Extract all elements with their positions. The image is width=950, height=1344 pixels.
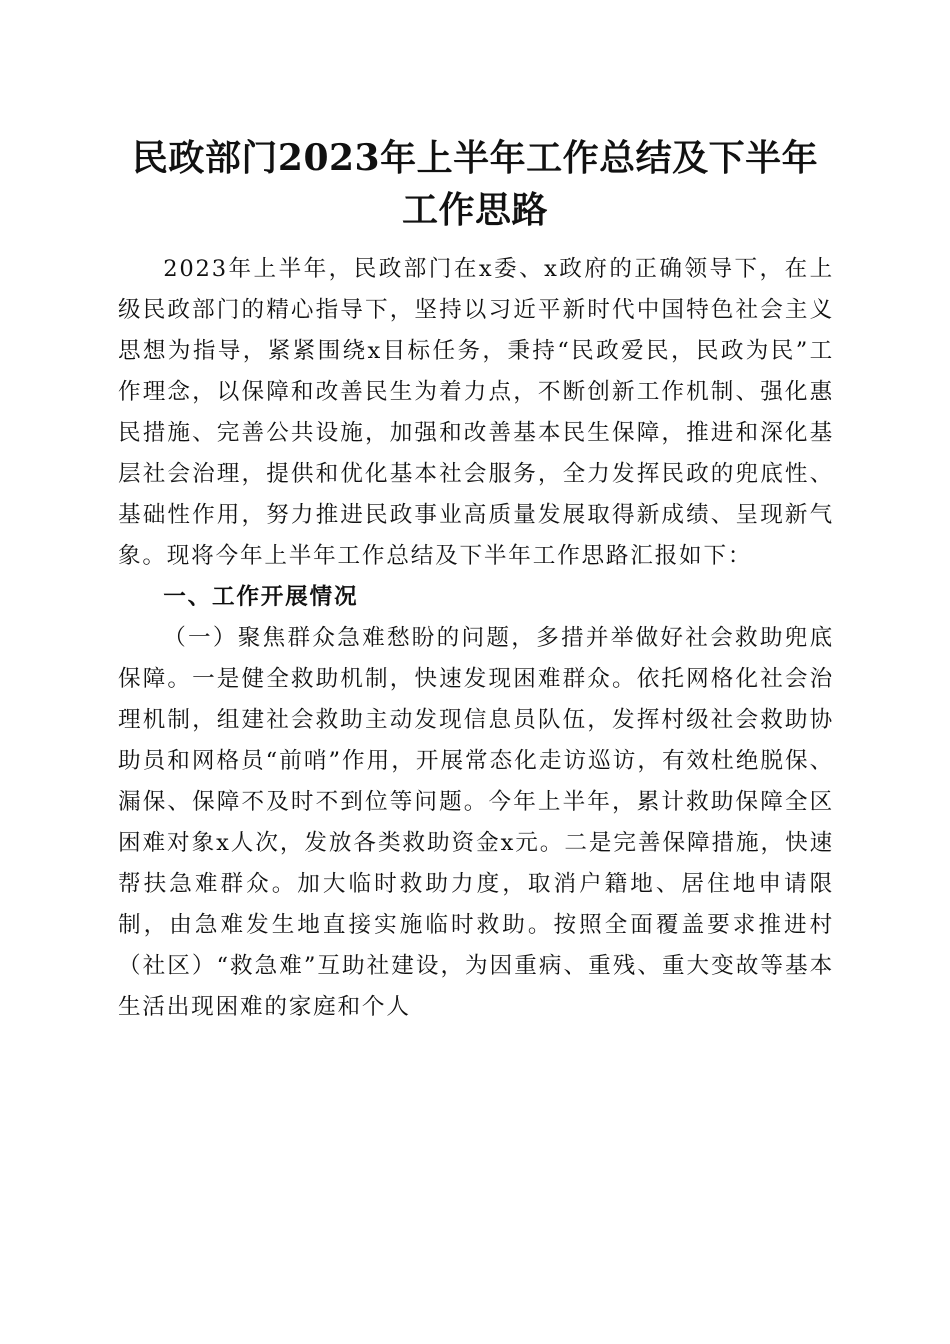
- subsection-paragraph: [118, 618, 834, 1028]
- subsection-heading: （一）聚焦群众急难愁盼的问题，多措并举做好社会救助兜底保障。: [118, 625, 834, 692]
- subsection-body: 一是健全救助机制，快速发现困难群众。依托网格化社会治理机制，组建社会救助主动发现信息员队伍，发挥村级社会救助协助员和网格员“前哨”作用，开展常态化走访巡访，有效杜绝脱保、漏保、保障不及时不到位等问题。今年上半年，累计救助保障全区困难对象x人次，发放各类救助资金x元。二是完善保障措施，快速帮扶急难群众。加大临时救助力度，取消户籍地、居住地申请限制，由急难发生地直接实施临时救助。按照全面覆盖要求推进村（社区）“救急难”互助社建设，为因重病、重残、重大变故等基本生活出现困难的家庭和个人: [118, 666, 834, 1020]
- document-title: 民政部门2023年上半年工作总结及下半年工作思路: [131, 137, 819, 231]
- document-body: [118, 249, 834, 1028]
- intro-paragraph: 2023年上半年，民政部门在x委、x政府的正确领导下，在上级民政部门的精心指导下，坚持以习近平新时代中国特色社会主义思想为指导，紧紧围绕x目标任务，秉持“民政爱民，民政为民”工作理念，以保障和改善民生为着力点，不断创新工作机制、强化惠民措施、完善公共设施，加强和改善基本民生保障，推进和深化基层社会治理，提供和优化基本社会服务，全力发挥民政的兜底性、基础性作用，努力推进民政事业高质量发展取得新成绩、呈现新气象。现将今年上半年工作总结及下半年工作思路汇报如下：: [118, 256, 834, 569]
- section-heading: 一、工作开展情况: [163, 584, 359, 610]
